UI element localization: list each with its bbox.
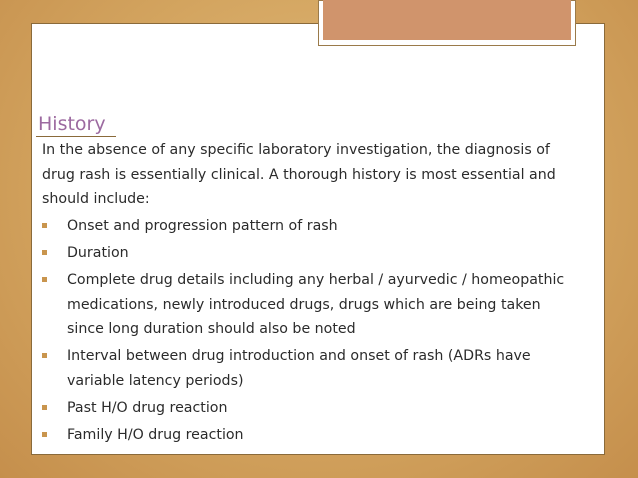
title-placeholder-block (323, 0, 571, 40)
bullet-text: Duration (67, 245, 129, 261)
bullet-list (42, 214, 567, 447)
list-item (42, 241, 567, 266)
bullet-icon (42, 432, 47, 437)
bullet-icon (42, 277, 47, 282)
slide-body (42, 138, 567, 447)
heading-underline (36, 136, 116, 137)
bullet-icon (42, 353, 47, 358)
bullet-text: Onset and progression pattern of rash (67, 218, 338, 234)
list-item (42, 268, 567, 342)
bullet-text: Interval between drug introduction and onset of rash (ADRs have variable latency periods) (67, 348, 531, 389)
list-item (42, 423, 567, 448)
bullet-text: Past H/O drug reaction (67, 399, 228, 416)
section-heading: History (38, 113, 106, 135)
list-item (42, 214, 567, 239)
list-item (42, 344, 567, 393)
list-item (42, 396, 567, 421)
bullet-icon (42, 405, 47, 410)
bullet-icon (42, 250, 47, 255)
intro-paragraph: In the absence of any specific laboratory investigation, the diagnosis of drug rash is essentially clinical. A thorough history is most essential and should include: (42, 142, 556, 207)
bullet-text: Family H/O drug reaction (67, 426, 244, 443)
bullet-text: Complete drug details including any herbal / ayurvedic / homeopathic medications, newly introduced drugs, drugs which are being taken since long duration should also be noted (67, 272, 565, 337)
bullet-icon (42, 223, 47, 228)
